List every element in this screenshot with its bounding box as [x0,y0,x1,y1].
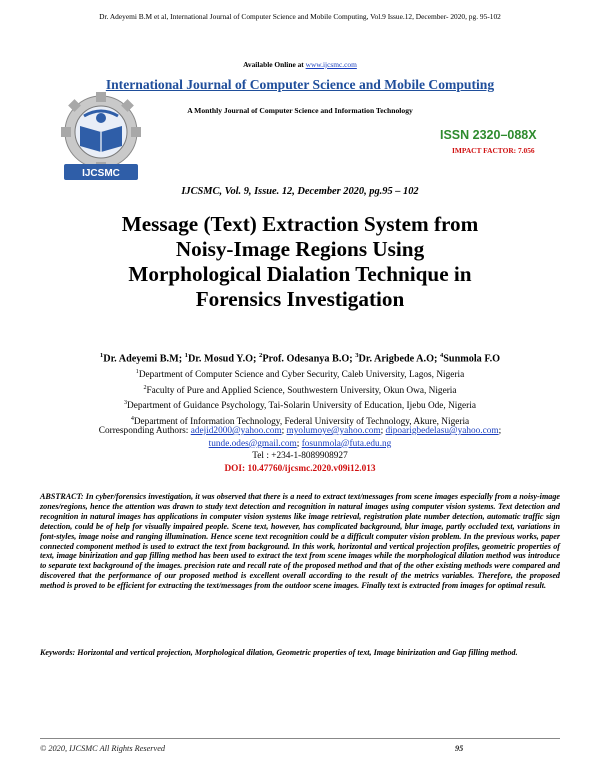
author-name: Sunmola F.O [443,353,501,365]
author-name: Dr. Adeyemi B.M; [103,353,185,365]
keywords [40,648,560,658]
impact-factor: IMPACT FACTOR: 7.056 [452,146,535,155]
affiliation [0,397,600,413]
affiliation-sup: 3 [124,400,128,407]
email-link[interactable]: dipoarigbedelasu@yahoo.com [385,426,499,436]
affiliations [0,366,600,428]
issn: ISSN 2320–088X [440,128,537,142]
paper-title [40,212,560,312]
available-label: Available Online at [243,60,306,69]
affiliation-sup: 1 [135,369,139,375]
journal-subtitle: A Monthly Journal of Computer Science and Information Technology [187,106,413,115]
running-header: Dr. Adeyemi B.M et al, International Journal of Computer Science and Mobile Computing, Vol.9 Issue.12, December- 2020, pg. 95-102 [99,12,501,21]
affiliation-text: Department of Information Technology, Federal University of Technology, Akure, Nigeria [133,416,470,427]
title-line: Message (Text) Extraction System from [121,212,479,236]
corresponding-label: Corresponding Authors: [98,426,191,436]
journal-website-link[interactable]: www.ijcsmc.com [305,60,357,69]
corresponding-authors: Corresponding Authors: adejid2000@yahoo.com; myolumoye@yahoo.com; dipoarigbedelasu@yahoo.com; tunde.odes@gmail.com; fosunmola@futa.edu.ng [98,426,502,449]
doi: DOI: 10.47760/ijcsmc.2020.v09i12.013 [224,464,376,474]
email-link[interactable]: fosunmola@futa.edu.ng [301,438,392,449]
email-link[interactable]: adejid2000@yahoo.com [190,426,282,436]
keywords-text: Horizontal and vertical projection, Morphological dilation, Geometric properties of text, Image binirization and Gap filling method. [77,648,518,657]
footer-divider [40,738,560,739]
author-name: Dr. Arigbede A.O; [358,353,440,365]
author-name: Dr. Mosud Y.O; [187,353,259,365]
affiliation-sup: 4 [130,415,134,422]
affiliation-text: Department of Computer Science and Cyber Security, Caleb University, Lagos, Nigeria [138,370,465,381]
abstract-text: In cyber/forensics investigation, it was observed that there is a need to extract text/messages from scene images especially from a noisy-image zones/regions, hence the attention was drawn to study text detection and recognition in natural images using computer vision systems. Text detection and recognition in natural images has applications in computer vision systems like image retrieval, registration plate number detection, automatic traffic sign detection, could be of help for visually impaired people. Scene text, however, has complicated background, blur image, partly occluded text, variations in font-styles, image noise and ranging illumination. Hence scene text recognition could be a difficult computer vision problem. In the previous works, paper connected component method is used to extract the text from background. In this work, horizontal and vertical projection profiles, geometric properties of text, image binirization and gap filling method has been used to extract the text from scene images while the morphological dilation method was introduce to separate text background of the images. precision rate and recall rate of the proposed method and that of the other existing methods were compared and discovered that the performance of our proposed method is excellent overall according to the result of the metrics variables. Therefore, the proposed method is proved to be efficient for extracting the text/messages from the outdoor scene images. Finally text is extracted from images for optimal result. [40,492,560,591]
title-line: Morphological Dialation Technique in [128,262,472,286]
affiliation-text: Department of Guidance Psychology, Tai-Solarin University of Education, Ijebu Ode, Nigeria [127,401,476,412]
affiliation-sup: 2 [143,384,147,391]
page-number: 95 [455,744,464,753]
affiliation [0,382,600,398]
affiliation [0,366,600,382]
author-sup: 2 [259,352,263,359]
affiliation-text: Faculty of Pure and Applied Science, Southwestern University, Okun Owa, Nigeria [146,385,457,396]
abstract-label: ABSTRACT: [40,492,86,501]
abstract [40,492,560,591]
citation-line: IJCSMC, Vol. 9, Issue. 12, December 2020, pg.95 – 102 [181,186,419,197]
journal-logo [40,92,162,184]
email-link[interactable]: myolumoye@yahoo.com [286,426,381,436]
title-line: Forensics Investigation [195,287,405,311]
author-sup: 1 [99,352,104,359]
author-sup: 3 [355,352,359,359]
logo-text: IJCSMC [82,168,120,179]
title-line: Noisy-Image Regions Using [175,237,425,261]
available-online [0,60,600,69]
footer-copyright: © 2020, IJCSMC All Rights Reserved [40,744,166,753]
author-name: Prof. Odesanya B.O; [262,353,356,365]
author-sup: 1 [184,352,188,359]
author-sup: 4 [439,352,444,359]
journal-title: International Journal of Computer Science and Mobile Computing [105,77,495,92]
author-list [0,352,600,364]
keywords-label: Keywords: [40,648,78,657]
email-link[interactable]: tunde.odes@gmail.com [208,438,297,449]
telephone: Tel : +234-1-8089908927 [252,451,348,461]
